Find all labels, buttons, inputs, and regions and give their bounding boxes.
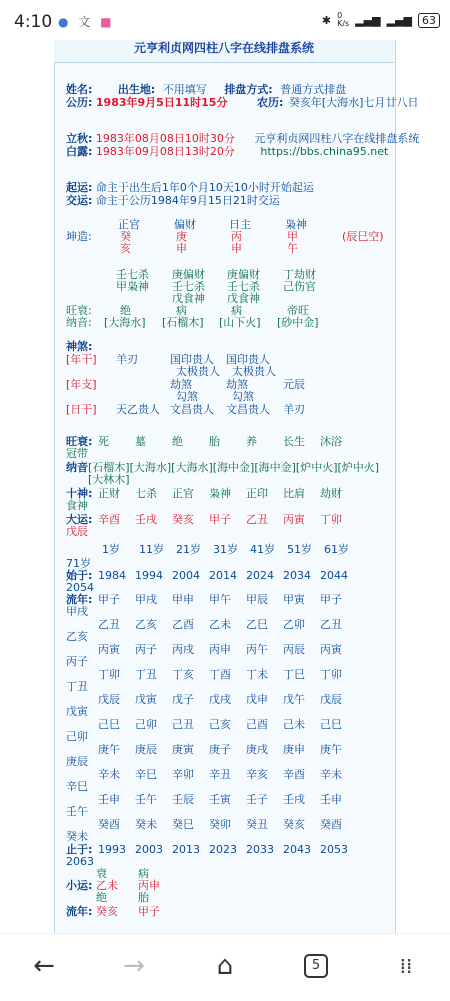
liunian-item: 乙亥	[66, 629, 88, 643]
nayin-item: [大海水]	[104, 316, 146, 329]
xiaoyun-liunian-item: 甲子	[138, 904, 160, 918]
liunian-item: 戊寅	[66, 704, 88, 718]
pillar-zhi: 申	[231, 242, 242, 255]
shensha-item: 太极贵人	[232, 364, 276, 378]
liunian-item: 乙卯	[283, 617, 305, 631]
liunian-item: 壬午	[135, 792, 157, 806]
start-year: 2034	[283, 568, 311, 582]
liunian-item: 己未	[283, 717, 305, 731]
name-label: 姓名:	[66, 83, 93, 96]
qiyun-value: 命主于出生后1年0个月10天10小时开始起运	[95, 181, 314, 194]
liunian-item: 己巳	[320, 717, 342, 731]
liunian-item: 乙丑	[320, 617, 342, 631]
liunian-item: 辛巳	[66, 779, 88, 793]
liunian-item: 庚午	[320, 742, 342, 756]
liunian-item: 丙子	[66, 654, 88, 668]
app-notification-icon: ●	[58, 15, 69, 29]
liunian-item: 壬申	[320, 792, 342, 806]
liunian-item: 庚子	[209, 742, 231, 756]
end-year: 2053	[320, 842, 348, 856]
dayun-age: 1岁	[102, 542, 120, 556]
arrow-left-icon: ←	[33, 951, 55, 981]
pillar-shishen: 正官	[118, 218, 140, 231]
liunian-item: 己丑	[172, 717, 194, 731]
bailu-value: 1983年09月08日13时20分	[95, 144, 235, 158]
kong-wang: (辰巳空)	[342, 230, 384, 243]
start-year: 2054	[66, 580, 94, 594]
liunian-item: 甲申	[172, 592, 194, 606]
pillar-zhi: 午	[287, 242, 298, 255]
canggan-item: 庚偏财	[227, 268, 260, 281]
dayun-shishen-label: 十神:	[66, 486, 93, 500]
liunian-item: 甲子	[320, 592, 342, 606]
xiaoyun-wangshuai-2: 胎	[138, 890, 149, 904]
liunian-item: 庚午	[98, 742, 120, 756]
shensha-item: 文昌贵人	[226, 402, 270, 416]
liunian-item: 丁丑	[135, 667, 157, 681]
liunian-item: 丙寅	[320, 642, 342, 656]
liqiu-label: 立秋:	[66, 132, 93, 145]
liunian-item: 庚戌	[246, 742, 268, 756]
site-name: 元亨利贞网四柱八字在线排盘系统	[254, 132, 420, 145]
liunian-item: 己巳	[98, 717, 120, 731]
end-year: 2033	[246, 842, 274, 856]
dayun-age: 11岁	[139, 542, 164, 556]
bailu-label: 白露:	[66, 144, 93, 158]
liunian-item: 癸亥	[283, 817, 305, 831]
end-year: 2003	[135, 842, 163, 856]
dayun-pillar: 辛酉	[98, 512, 120, 526]
signal-icon: ▂▄▆	[355, 13, 381, 27]
end-year: 2013	[172, 842, 200, 856]
liunian-item: 丁卯	[320, 667, 342, 681]
forward-button[interactable]	[114, 946, 154, 986]
xiaoyun-pillar: 丙申	[138, 878, 160, 892]
dayun-shishen-item: 正印	[246, 486, 268, 500]
dayun-wangshuai-item: 死	[98, 434, 109, 448]
dayun-age: 31岁	[213, 542, 238, 556]
bluetooth-icon: ✱	[321, 13, 332, 27]
dayun-label: 大运:	[66, 512, 93, 526]
liunian-item: 甲辰	[246, 592, 268, 606]
liunian-item: 己酉	[246, 717, 268, 731]
liunian-item: 庚辰	[66, 754, 88, 768]
jiaoyun-value: 命主于公历1984年9月15日21时交运	[95, 193, 280, 207]
liunian-item: 乙亥	[135, 617, 157, 631]
liunian-item: 辛亥	[246, 767, 268, 781]
battery-icon: 63	[418, 13, 440, 28]
dayun-age: 61岁	[324, 542, 349, 556]
solar-value: 1983年9月5日11时15分	[95, 95, 228, 109]
jiaoyun-row	[66, 195, 384, 208]
dayun-wangshuai-item: 胎	[209, 434, 220, 448]
pillar-shishen: 偏财	[174, 218, 196, 231]
liunian-item: 丁丑	[66, 679, 88, 693]
qiyun-label: 起运:	[66, 181, 93, 194]
dayun-shishen-item: 正官	[172, 486, 194, 500]
wangshuai-item: 绝	[120, 304, 131, 317]
info-row-2	[66, 95, 419, 110]
liunian-item: 乙酉	[172, 617, 194, 631]
start-year: 2044	[320, 568, 348, 582]
shensha-label: 神煞:	[66, 340, 93, 353]
xiaoyun-wangshuai: 衰	[96, 866, 107, 880]
dayun-wangshuai-item: 冠带	[66, 446, 88, 460]
liunian-item: 辛巳	[135, 767, 157, 781]
gender-label: 坤造:	[66, 230, 92, 243]
xiaoyun-label: 小运:	[66, 878, 93, 892]
shensha-pillar: [日干]	[66, 402, 97, 416]
liunian-item: 戊子	[172, 692, 194, 706]
status-bar	[0, 0, 450, 40]
birthplace-value: 不用填写	[162, 83, 207, 96]
liunian-item: 庚申	[283, 742, 305, 756]
shensha-item: 元辰	[283, 377, 305, 391]
dayun-wangshuai-item: 养	[246, 434, 257, 448]
liunian-item: 丙戌	[172, 642, 194, 656]
shensha-pillar: [年支]	[66, 377, 97, 391]
liunian-item: 丙申	[209, 642, 231, 656]
shensha-pillar: [年干]	[66, 352, 97, 366]
four-pillars	[66, 219, 384, 337]
dayun-shishen-item: 比肩	[283, 486, 305, 500]
canggan-item: 甲枭神	[116, 280, 149, 293]
dayun-pillar: 戊辰	[66, 524, 88, 538]
liunian-item: 壬辰	[172, 792, 194, 806]
dayun-wangshuai-item: 绝	[172, 434, 183, 448]
method-value: 普通方式排盘	[280, 83, 347, 96]
nayin-label: 纳音:	[66, 316, 92, 329]
wangshuai-label: 旺衰:	[66, 304, 92, 317]
bazi-chart	[66, 83, 420, 922]
liunian-item: 辛未	[320, 767, 342, 781]
shensha-item: 天乙贵人	[116, 402, 160, 416]
liunian-item: 乙丑	[98, 617, 120, 631]
liunian-item: 戊辰	[98, 692, 120, 706]
translate-icon: 文	[78, 15, 91, 29]
dayun-age: 51岁	[287, 542, 312, 556]
liunian-item: 癸巳	[172, 817, 194, 831]
signal-icon-2: ▂▄▆	[386, 13, 412, 27]
dayun-pillar: 丁卯	[320, 512, 342, 526]
jiaoyun-label: 交运:	[66, 193, 93, 207]
canggan-item: 壬七杀	[116, 268, 149, 281]
method-label: 排盘方式:	[224, 83, 273, 96]
dayun-pillar: 壬戌	[135, 512, 157, 526]
liunian-item: 壬寅	[209, 792, 231, 806]
start-years-label: 始于:	[66, 568, 93, 582]
info-row-4	[66, 144, 389, 159]
pillar-zhi: 申	[176, 242, 187, 255]
liunian-item: 甲寅	[283, 592, 305, 606]
web-page[interactable]	[0, 40, 450, 933]
liunian-item: 丁巳	[283, 667, 305, 681]
lunar-label: 农历:	[256, 95, 284, 109]
xiaoyun-pillar: 乙未	[96, 878, 118, 892]
liunian-item: 辛卯	[172, 767, 194, 781]
dayun-pillar: 癸亥	[172, 512, 194, 526]
shensha-item: 羊刃	[283, 402, 305, 416]
browser-nav-bar	[0, 933, 450, 1001]
liunian-item: 壬戌	[283, 792, 305, 806]
menu-button[interactable]	[386, 946, 426, 986]
clock: 4:10	[14, 12, 53, 32]
dayun-shishen-item: 枭神	[209, 486, 231, 500]
liunian-item: 庚辰	[135, 742, 157, 756]
end-year: 1993	[98, 842, 126, 856]
liunian-item: 戊午	[283, 692, 305, 706]
canggan-item: 戊食神	[172, 292, 205, 305]
liunian-item: 辛丑	[209, 767, 231, 781]
liunian-item: 癸丑	[246, 817, 268, 831]
liunian-item: 壬子	[246, 792, 268, 806]
site-url[interactable]: https://bbs.china95.net	[260, 144, 389, 158]
liunian-item: 戊寅	[135, 692, 157, 706]
system-indicators	[322, 12, 440, 28]
liqiu-value: 1983年08月08日10时30分	[95, 132, 235, 145]
liunian-item: 丙辰	[283, 642, 305, 656]
liunian-item: 己卯	[66, 729, 88, 743]
notification-icons	[58, 13, 118, 30]
liunian-item: 壬午	[66, 804, 88, 818]
network-speed: 0 K/s	[337, 11, 350, 28]
liunian-item: 丙子	[135, 642, 157, 656]
dayun-table	[66, 434, 384, 868]
liunian-item: 丁亥	[172, 667, 194, 681]
dayun-pillar: 甲子	[209, 512, 231, 526]
xiaoyun-wangshuai: 病	[138, 866, 149, 880]
dayun-wangshuai-item: 沐浴	[320, 434, 342, 448]
liunian-item: 丙午	[246, 642, 268, 656]
dayun-age: 71岁	[66, 556, 91, 570]
liunian-item: 甲子	[98, 592, 120, 606]
canggan-item: 丁劫财	[283, 268, 316, 281]
liunian-item: 丙寅	[98, 642, 120, 656]
dayun-nayin-label: 纳音	[66, 460, 88, 474]
liunian-item: 癸酉	[98, 817, 120, 831]
liunian-item: 丁未	[246, 667, 268, 681]
start-year: 2024	[246, 568, 274, 582]
dayun-pillar: 丙寅	[283, 512, 305, 526]
pillar-zhi: 亥	[120, 242, 131, 255]
liunian-item: 己卯	[135, 717, 157, 731]
start-year: 2014	[209, 568, 237, 582]
wangshuai-item: 病	[176, 304, 187, 317]
dayun-age: 41岁	[250, 542, 275, 556]
shensha-item: 勾煞	[176, 389, 198, 403]
dayun-shishen-item: 劫财	[320, 486, 342, 500]
home-button[interactable]	[205, 946, 245, 986]
shensha-item: 国印贵人	[226, 352, 270, 366]
liunian-item: 戊戌	[209, 692, 231, 706]
liunian-item: 壬申	[98, 792, 120, 806]
start-year: 2004	[172, 568, 200, 582]
liunian-item: 丁酉	[209, 667, 231, 681]
page-title: 元亨利贞网四柱八字在线排盘系统	[54, 40, 394, 63]
start-year: 1984	[98, 568, 126, 582]
home-icon: ⌂	[216, 951, 234, 981]
dayun-shishen-item: 七杀	[135, 486, 157, 500]
pillar-gan: 庚	[176, 230, 187, 243]
liunian-item: 辛酉	[283, 767, 305, 781]
pillar-gan: 甲	[287, 230, 298, 243]
liunian-item: 乙未	[209, 617, 231, 631]
dayun-shishen-item: 食神	[66, 498, 88, 512]
pillar-shishen: 枭神	[285, 218, 307, 231]
dayun-nayin-text: [石榴木][大海水][大海水][海中金][海中金][炉中火][炉中火][大林木]	[88, 460, 380, 486]
tabs-button[interactable]	[296, 946, 336, 986]
shensha-item: 勾煞	[232, 389, 254, 403]
shensha-item: 劫煞	[226, 377, 248, 391]
pillar-shishen: 日主	[229, 218, 251, 231]
end-years-label: 止于:	[66, 842, 93, 856]
dayun-age: 21岁	[176, 542, 201, 556]
dayun-wangshuai-label: 旺衰:	[66, 434, 93, 448]
wangshuai-item: 病	[231, 304, 242, 317]
start-year: 1994	[135, 568, 163, 582]
app-store-icon: ■	[100, 15, 112, 29]
xiaoyun-table	[66, 862, 384, 922]
nayin-item: [山下火]	[219, 316, 261, 329]
shensha-item: 羊刃	[116, 352, 138, 366]
liunian-item: 癸未	[135, 817, 157, 831]
end-year: 2063	[66, 854, 94, 868]
liunian-item: 乙巳	[246, 617, 268, 631]
back-button[interactable]	[24, 946, 64, 986]
liunian-item: 癸未	[66, 829, 88, 843]
nayin-item: [石榴木]	[162, 316, 204, 329]
liunian-item: 癸卯	[209, 817, 231, 831]
nayin-item: [砂中金]	[277, 316, 319, 329]
liunian-item: 戊辰	[320, 692, 342, 706]
canggan-item: 庚偏财	[172, 268, 205, 281]
liunian-item: 辛未	[98, 767, 120, 781]
shensha-item: 太极贵人	[176, 364, 220, 378]
birthplace-label: 出生地:	[117, 83, 156, 96]
liunian-item: 丁卯	[98, 667, 120, 681]
liunian-item: 癸酉	[320, 817, 342, 831]
shensha-table	[66, 354, 384, 430]
more-dots-icon: ⁞⁞	[399, 954, 413, 978]
dayun-pillar: 乙丑	[246, 512, 268, 526]
arrow-right-icon: →	[123, 951, 145, 981]
canggan-item: 壬七杀	[172, 280, 205, 293]
end-year: 2043	[283, 842, 311, 856]
xiaoyun-wangshuai-2: 绝	[96, 890, 107, 904]
end-year: 2023	[209, 842, 237, 856]
pillar-gan: 癸	[120, 230, 131, 243]
liunian-item: 己亥	[209, 717, 231, 731]
liunian-item: 甲午	[209, 592, 231, 606]
liunian-item: 戊申	[246, 692, 268, 706]
shensha-item: 劫煞	[170, 377, 192, 391]
liunian-item: 甲戌	[135, 592, 157, 606]
xiaoyun-liunian-item: 癸亥	[96, 904, 118, 918]
dayun-shishen-item: 正财	[98, 486, 120, 500]
liunian-label: 流年:	[66, 592, 93, 606]
liunian-item: 庚寅	[172, 742, 194, 756]
shensha-item: 国印贵人	[170, 352, 214, 366]
canggan-item: 戊食神	[227, 292, 260, 305]
dayun-wangshuai-item: 墓	[135, 434, 146, 448]
tab-count: 5	[304, 954, 328, 978]
lunar-value: 癸亥年[大海水]七月廿八日	[288, 95, 419, 109]
dayun-wangshuai-item: 长生	[283, 434, 305, 448]
xiaoyun-liunian-label: 流年:	[66, 904, 93, 918]
pillar-gan: 丙	[231, 230, 242, 243]
canggan-item: 壬七杀	[227, 280, 260, 293]
wangshuai-item: 帝旺	[287, 304, 309, 317]
solar-label: 公历:	[66, 95, 93, 109]
shensha-item: 文昌贵人	[170, 402, 214, 416]
liunian-item: 甲戌	[66, 604, 88, 618]
canggan-item: 己伤官	[283, 280, 316, 293]
